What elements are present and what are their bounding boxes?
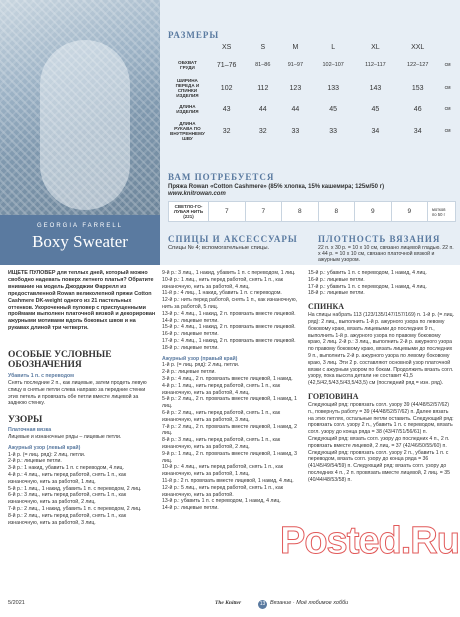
magazine-name: The Knitter bbox=[215, 600, 242, 606]
pattern-row: 12-й р.: нить перед работой, снять 1 п., как изнаночную, нить за работой, 5 лиц. bbox=[162, 297, 298, 310]
size-xs: XS bbox=[221, 44, 232, 51]
pattern-row: 17-й р.: убавить 1 п. с переводом, 1 накид, 4 лиц. bbox=[308, 283, 427, 290]
cell: 112 bbox=[257, 84, 269, 92]
cell: 91–97 bbox=[287, 62, 304, 68]
cell: 32 bbox=[258, 127, 267, 135]
cell: 34 bbox=[371, 127, 380, 135]
cell: 7 bbox=[209, 202, 246, 222]
cell: 46 bbox=[413, 105, 422, 113]
pattern-row: 15-й р.: убавить 1 п. с переводом, 1 накид, 4 лиц. bbox=[308, 270, 427, 276]
pattern-row: 15-й р.: 4 лиц., 1 накид, 2 п. провязать вместе лицевой. bbox=[162, 324, 296, 331]
unit: см bbox=[444, 106, 451, 112]
cell: 7 bbox=[245, 202, 282, 222]
cell: 9 bbox=[391, 202, 428, 222]
pattern-row: 18-й р.: лицевые петли. bbox=[162, 344, 219, 351]
yarn-site: www.knitrowan.com bbox=[168, 191, 226, 197]
size-xxl: XXL bbox=[411, 44, 425, 51]
cell: 81–86 bbox=[255, 62, 271, 68]
cell: 45 bbox=[329, 105, 338, 113]
size-m: M bbox=[292, 44, 299, 51]
pattern-row: 9-й р.: 3 лиц., 1 накид, убавить 1 п. с переводом, 1 лиц. bbox=[162, 270, 296, 276]
pattern-row: 16-й р.: лицевые петли. bbox=[162, 331, 219, 338]
pattern-row: 5-й р.: 1 лиц., 1 накид, убавить 1 п. с переводом, 2 лиц. bbox=[8, 485, 142, 492]
cell: 33 bbox=[291, 127, 300, 135]
pattern-row: 5-й р.: 2 лиц., 2 п. провязать вместе лицевой, 1 накид, 1 лиц. bbox=[162, 396, 297, 410]
column-2 bbox=[162, 270, 302, 512]
pattern-row: 1-й р. (= лиц. ряд): 2 лиц. петли. bbox=[162, 362, 240, 369]
cell: 33 bbox=[329, 127, 338, 135]
cell: 34 bbox=[413, 127, 422, 135]
pattern-row: 3-й р.: 4 лиц., 2 п. провязать вместе лицевой, 1 накид. bbox=[162, 375, 293, 382]
cell: 71–76 bbox=[216, 61, 237, 69]
sweater-photo bbox=[0, 0, 160, 215]
pattern-row: 3-й р.: 1 накид, убавить 1 п. с переводом, 4 лиц. bbox=[8, 465, 124, 472]
cell: 43 bbox=[222, 105, 231, 113]
patterns-text1: Лицевые и изнаночные ряды – лицевые петли. bbox=[8, 433, 122, 440]
pattern-row: 2-й р.: лицевые петли. bbox=[8, 458, 62, 465]
pattern-row: 17-й р.: 4 лиц., 1 накид, 2 п. провязать вместе лицевой. bbox=[162, 337, 296, 344]
needles-title: СПИЦЫ И АКСЕССУАРЫ bbox=[168, 234, 298, 244]
patterns-title: УЗОРЫ bbox=[8, 415, 43, 426]
cell: 123 bbox=[289, 84, 302, 92]
pattern-row: 11-й р.: 4 лиц., 1 накид, убавить 1 п. с переводом. bbox=[162, 290, 282, 297]
page-number: 13 bbox=[259, 601, 266, 607]
watermark-logo bbox=[280, 520, 459, 563]
needles-text: Спицы № 4; вспомогательные спицы. bbox=[168, 245, 270, 251]
gauge-text: 22 п. x 30 р. = 10 x 10 см, связано лицевой гладью. 22 п. x 44 р. = 10 x 10 см, связано платочной вязкой и ажурным узором. bbox=[318, 245, 454, 263]
neck-text: Следующий ряд: провязать согл. узору 39 (44/48/52/57/62) п., повернуть работу = 39 (44/48/52/57/62) п. Далее вязать на этих петлях, остальные петли оставить. Следующий ряд: провязать согл. узору 2 п., убавить 1 п. с переводом, вязать согл. узору до конца ряда = 38 (43/47/51/56/61) п. Следующий ряд: вязать согл. узору до последних 4 п., 2 п. провязать вместе лицевой, 2 лиц. = 37 (42/46/50/55/60) п. Следующий ряд: провязать согл. узору 2 п., убавить 1 п. с переводом, вязать согл. узору до конца ряда = 36 (41/45/49/54/59) п. Следующий ряд: вязать согл. узору до последних 4 п., 2 п. провязать вместе лицевой, 2 лиц. = 35 (40/44/48/53/58) п. bbox=[308, 401, 454, 483]
row-label: ДЛИНА ИЗДЕЛИЯ bbox=[176, 104, 199, 114]
info-panel bbox=[160, 0, 460, 265]
pattern-row: 9-й р.: 1 лиц., 2 п. провязать вместе лицевой, 1 накид, 3 лиц. bbox=[162, 450, 297, 464]
back-title: СПИНКА bbox=[308, 302, 345, 312]
unit: см bbox=[444, 62, 451, 68]
cell: 8 bbox=[282, 202, 319, 222]
intro-text: ИЩЕТЕ ПУЛОВЕР для теплых дней, который можно свободно надевать поверх летнего платья? Обратите внимание на модель Джорджии Фаррелл из предоставленной Rowan великолепной пряжи Cotton Cashmere DK-weight одного из 21 пастельных оттенков. Укороченный пуловер с приспущенными проймами выполнен платочной вязкой и декорирован ажурными мотивами вдоль боковых швов и на рукавах длиной три четверти. bbox=[8, 270, 156, 332]
cell: 143 bbox=[369, 84, 382, 92]
pattern-row: 18-й р.: лицевые петли. bbox=[308, 290, 365, 297]
cell: 45 bbox=[371, 105, 380, 113]
pattern-row: 10-й р.: 1 лиц., нить перед работой, снять 1 п., как изнаночную, нить за работой, 4 лиц. bbox=[162, 276, 283, 290]
row-label: ДЛИНА РУКАВА ПО ВНУТРЕННЕМУ ШВУ bbox=[170, 121, 205, 141]
pattern-row: 6-й р.: 2 лиц., нить перед работой, снять 1 п., как изнаночную, нить за работой, 3 лиц. bbox=[162, 409, 281, 423]
pattern-row: 16-й р.: лицевые петли. bbox=[308, 276, 365, 283]
pattern-row: 10-й р.: 4 лиц., нить перед работой, снять 1 п., как изнаночную, нить за работой, 1 лиц. bbox=[162, 464, 283, 478]
pattern-row: 1-й р. (= лиц. ряд): 2 лиц. петли. bbox=[8, 451, 86, 458]
issue-date: 5/2021 bbox=[8, 600, 25, 606]
yarn-color-label: СВЕТЛО-ГО-ЛУБАЯ НИТЬ (221) bbox=[169, 202, 209, 222]
cell: 9 bbox=[355, 202, 392, 222]
author: GEORGIA FARRELL bbox=[36, 223, 124, 229]
pattern-row: 7-й р.: 2 лиц., 2 п. провязать вместе лицевой, 1 накид, 2 лиц. bbox=[162, 423, 297, 437]
cell: 32 bbox=[222, 127, 231, 135]
notes-title: ОСОБЫЕ УСЛОВНЫЕ ОБОЗНАЧЕНИЯ bbox=[8, 350, 112, 371]
back-text: На спицы набрать 113 (123/135/147/157/169) п. 1-й р. (= лиц. ряд): 2 лиц., выполнить 1-й р. ажурного узора по левому боковому краю, вязать лицевыми до последних 9 п., выполнить 1-й р. ажурного узора по правому боковому краю, 2 лиц. 2-й р.: 3 лиц., выполнить 2-й р. ажурного узора по правому боковому краю, вязать лицевыми до последних 9 п., выполнить 2-й р. ажурного узора по левому боковому краю, 3 лиц. Эти 2 р. составляют основной узор платочной вязки с ажурным узором по бокам. Продолжить вязать согл. узору, пока высота детали не составит 41,5 (42,5/42,5/43,5/43,5/43,5) см (последний ряд = изн. ряд). bbox=[308, 312, 455, 387]
cell: 102–107 bbox=[322, 62, 344, 68]
column-3 bbox=[308, 270, 454, 500]
gauge-title: ПЛОТНОСТЬ ВЯЗАНИЯ bbox=[318, 234, 441, 244]
pattern-row: 13-й р.: 4 лиц., 1 накид, 2 п. провязать вместе лицевой. bbox=[162, 310, 296, 317]
patterns-sub1: Платочная вязка bbox=[8, 427, 52, 434]
pattern-row: 13-й р.: убавить 1 п. с переводом, 1 накид, 4 лиц. bbox=[162, 498, 281, 505]
pattern-row: 8-й р.: 3 лиц., нить перед работой, снять 1 п., как изнаночную, нить за работой, 2 лиц. bbox=[162, 437, 281, 450]
notes-text: Снять последние 2 п., как лицевые, затем продеть левую спицу в снятые петли слева направо за передние стенки этих петель и провязать обе петли вместе лицевой за заднюю стенку. bbox=[8, 379, 147, 407]
pattern-row: 14-й р.: лицевые петли. bbox=[162, 505, 219, 512]
neck-title: ГОРЛОВИНА bbox=[308, 391, 359, 401]
cell: 8 bbox=[318, 202, 355, 222]
sizes-title: РАЗМЕРЫ bbox=[168, 30, 220, 40]
title-banner bbox=[0, 215, 160, 265]
row-label: ОБХВАТ ГРУДИ bbox=[178, 60, 197, 70]
cell: 44 bbox=[291, 105, 300, 113]
unit: см bbox=[444, 85, 451, 91]
pattern-row: 2-й р.: лицевые петли. bbox=[162, 369, 216, 376]
pattern-row: 4-й р.: 1 лиц., нить перед работой, снять 1 п., как изнаночную, нить за работой, 4 лиц. bbox=[162, 382, 281, 396]
watermark-text: Posted.Ru bbox=[280, 520, 459, 562]
row-label: ШИРИНА ПЕРЕДА И СПИНКИ ИЗДЕЛИЯ bbox=[175, 78, 200, 98]
cell: 153 bbox=[411, 84, 424, 92]
magazine-tagline: Вязание · Моё любимое хобби bbox=[270, 600, 349, 606]
cell: 44 bbox=[258, 105, 267, 113]
notes-sub: Убавить 1 п. с переводом bbox=[8, 373, 74, 380]
unit: мотков по 50 г bbox=[432, 206, 446, 217]
yarn-desc: Пряжа Rowan «Cotton Cashmere» (85% хлопка, 15% кашемира; 125м/50 г) bbox=[168, 184, 385, 190]
cell: 133 bbox=[327, 84, 339, 92]
size-s: S bbox=[260, 44, 266, 51]
pattern-row: 8-й р.: 2 лиц., нить перед работой, снять 1 п., как изнаночную, нить за работой, 3 лиц. bbox=[8, 512, 127, 526]
patterns-sub2: Ажурный узор (левый край) bbox=[8, 444, 81, 451]
pattern-row: 14-й р.: лицевые петли. bbox=[162, 317, 219, 324]
unit: см bbox=[444, 128, 451, 134]
pattern-row: 11-й р.: 2 п. провязать вместе лицевой, 1 накид, 4 лиц. bbox=[162, 477, 294, 484]
pattern-title: Boxy Sweater bbox=[32, 232, 128, 251]
pattern-row: 6-й р.: 3 лиц., нить перед работой, снять 1 п., как изнаночную, нить за работой, 2 лиц. bbox=[8, 492, 127, 506]
cell: 122–127 bbox=[406, 62, 429, 68]
cell: 112–117 bbox=[365, 62, 386, 68]
pattern-row: 7-й р.: 2 лиц., 1 накид, убавить 1 п. с переводом, 2 лиц. bbox=[8, 505, 142, 512]
size-xl: XL bbox=[371, 44, 380, 51]
pattern-row: 12-й р.: 5 лиц., нить перед работой, снять 1 п., как изнаночную, нить за работой. bbox=[162, 484, 283, 498]
sizes-table bbox=[168, 41, 456, 144]
size-l: L bbox=[331, 44, 336, 51]
yarn-table bbox=[168, 201, 456, 222]
cell: 102 bbox=[220, 84, 233, 92]
yarn-box bbox=[168, 184, 458, 222]
pattern-row: 4-й р.: 4 лиц., нить перед работой, снять 1 п., как изнаночную, нить за работой, 1 лиц. bbox=[8, 471, 127, 485]
right-edge-sub: Ажурный узор (правый край) bbox=[162, 355, 238, 362]
column-1 bbox=[8, 270, 156, 526]
yarn-title: ВАМ ПОТРЕБУЕТСЯ bbox=[168, 172, 275, 182]
